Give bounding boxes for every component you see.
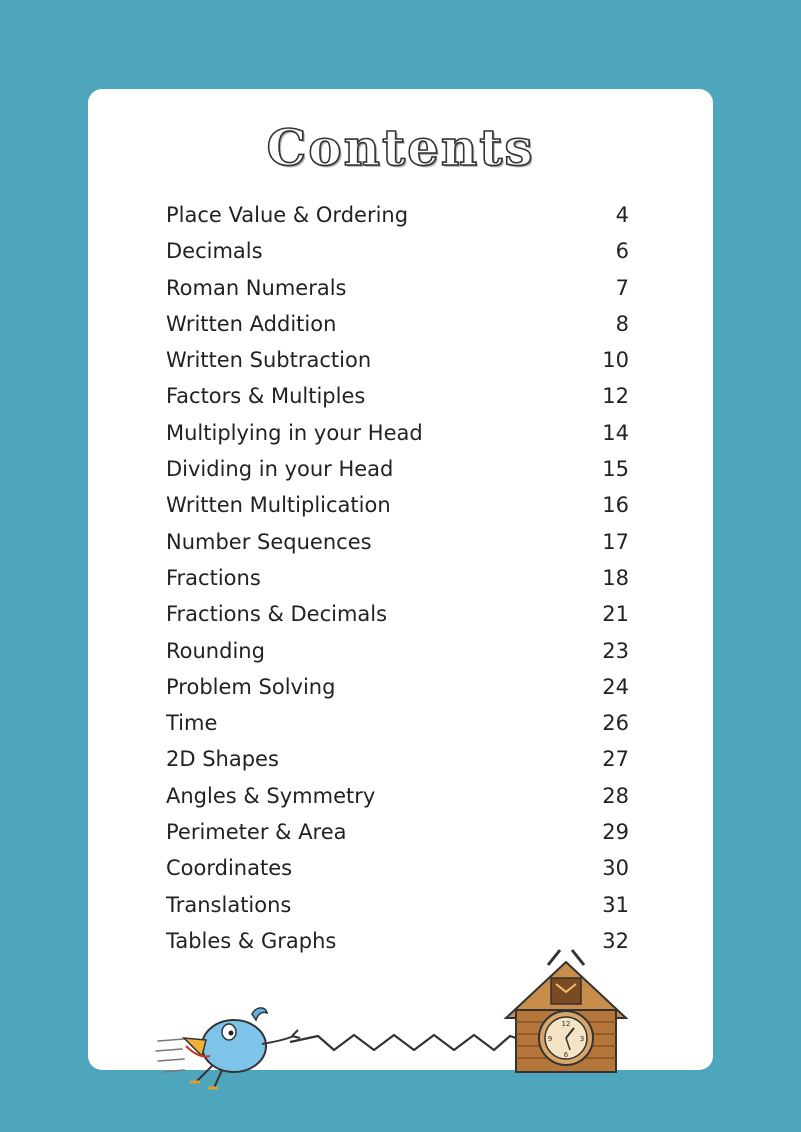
toc-entry-label: Time <box>166 711 218 736</box>
toc-entry-label: Written Subtraction <box>166 348 372 373</box>
zigzag-rope <box>290 1035 528 1050</box>
page-title: Contents <box>266 118 535 177</box>
toc-entry-page: 7 <box>615 275 629 300</box>
cuckoo-clock-icon <box>506 950 626 1072</box>
toc-entry-label: Problem Solving <box>166 674 336 699</box>
toc-entry-label: Place Value & Ordering <box>166 203 409 227</box>
toc-entry-page: 24 <box>602 674 629 699</box>
toc-entry-page: 18 <box>602 565 629 590</box>
clock-number: 3 <box>579 1035 585 1043</box>
toc-entry-page: 32 <box>602 928 629 953</box>
toc-entry-label: Translations <box>166 892 292 917</box>
toc-entry-label: Perimeter & Area <box>166 820 347 845</box>
toc-entry-page: 29 <box>602 820 629 845</box>
toc-entry-label: Factors & Multiples <box>166 384 366 409</box>
toc-entry-label: Fractions <box>166 565 261 590</box>
toc-entry-page: 26 <box>602 711 629 736</box>
toc-entry-label: Coordinates <box>166 856 293 881</box>
toc-entry-page: 6 <box>615 239 629 264</box>
clock-number: 12 <box>561 1020 571 1028</box>
toc-entry-page: 17 <box>602 529 629 554</box>
toc-entry-page: 30 <box>602 856 629 881</box>
toc-entry-label: Dividing in your Head <box>166 457 394 482</box>
toc-entry-page: 31 <box>602 892 629 917</box>
toc-entry-page: 10 <box>602 348 629 373</box>
toc-entry-label: Roman Numerals <box>166 275 347 300</box>
toc-entry-page: 28 <box>602 783 629 808</box>
toc-entry-page: 23 <box>602 638 629 663</box>
toc-entry-label: Written Multiplication <box>166 493 391 518</box>
toc-entry-page: 12 <box>602 384 629 409</box>
toc-entry-page: 16 <box>602 493 629 518</box>
toc-entry-label: Fractions & Decimals <box>166 602 388 627</box>
toc-entry-label: Multiplying in your Head <box>166 420 423 445</box>
toc-entry-page: 14 <box>602 420 629 445</box>
toc-entry-page: 8 <box>615 311 629 336</box>
toc-entry-label: Decimals <box>166 239 263 264</box>
toc-entry-label: Angles & Symmetry <box>166 783 376 808</box>
toc-entry-label: 2D Shapes <box>166 747 279 772</box>
toc-entry-label: Written Addition <box>166 311 337 336</box>
toc-entry-page: 21 <box>602 602 629 627</box>
bird-icon <box>156 1008 300 1088</box>
toc-entry-page: 15 <box>602 457 629 482</box>
toc-entry-label: Tables & Graphs <box>166 928 337 953</box>
toc-entry-label: Rounding <box>166 638 265 663</box>
clock-number: 9 <box>547 1035 553 1043</box>
toc-entry-page: 4 <box>615 203 629 227</box>
toc-entry-label: Number Sequences <box>166 529 372 554</box>
clock-number: 6 <box>563 1051 569 1059</box>
toc-entry-page: 27 <box>602 747 629 772</box>
